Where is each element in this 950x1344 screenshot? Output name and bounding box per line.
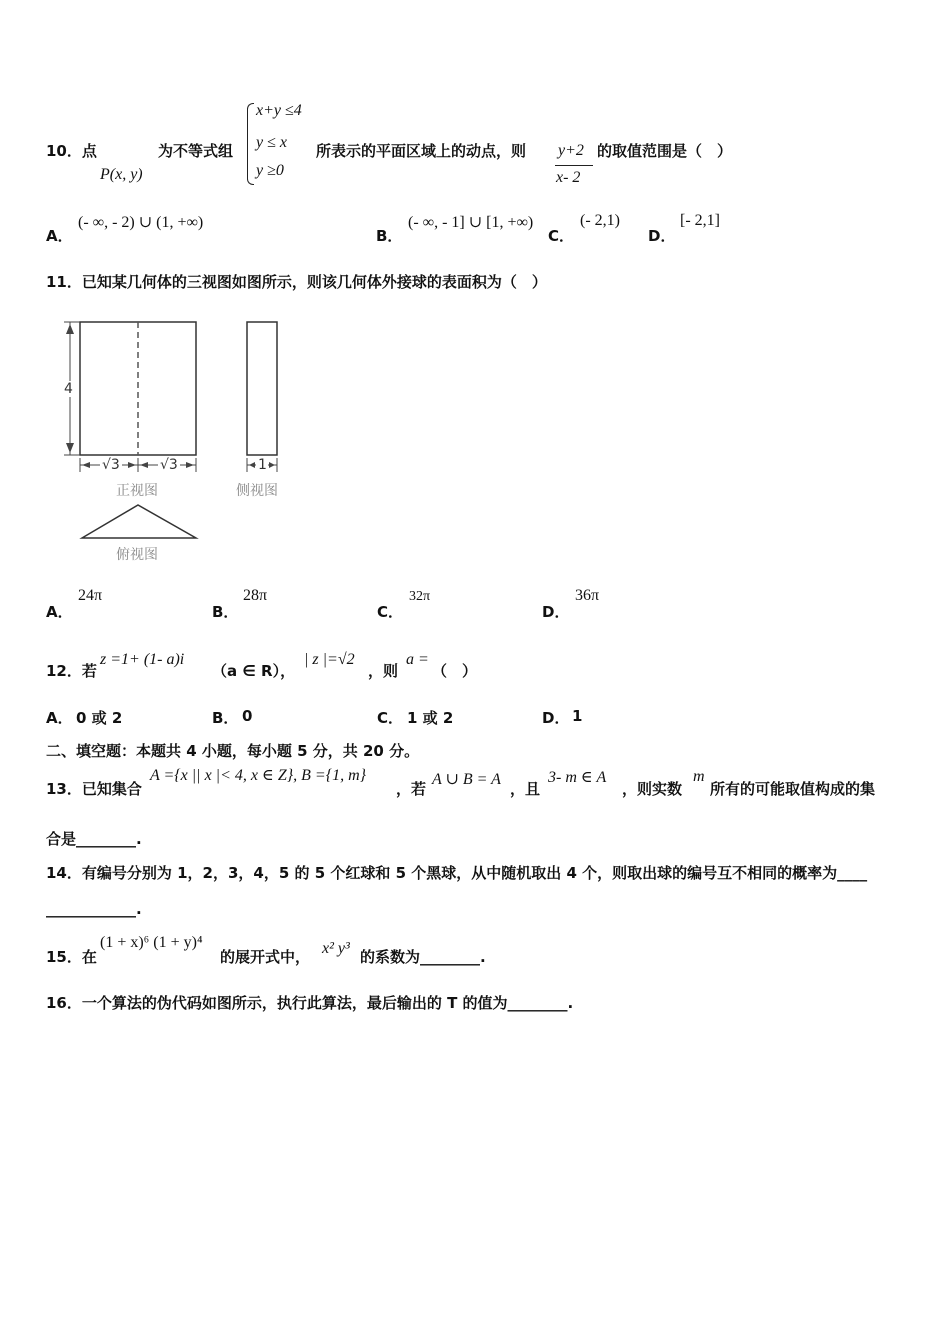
- q10-ineq-1: x+y ≤4: [256, 102, 302, 119]
- q11-option-b: 28π: [243, 587, 268, 604]
- q11-option-c: 32π: [409, 589, 431, 604]
- q12-option-b-label: B．: [212, 709, 239, 727]
- q11-option-c-label: C．: [377, 603, 404, 621]
- q12-option-b: 0: [242, 707, 253, 725]
- q10-option-a: (- ∞, - 2) ∪ (1, +∞): [78, 214, 204, 231]
- section-2-heading: 二、填空题：本题共 4 小题，每小题 5 分，共 20 分。: [46, 742, 420, 760]
- q10-option-b-label: B．: [376, 227, 403, 245]
- q10-option-b: (- ∞, - 1] ∪ [1, +∞): [408, 214, 534, 231]
- top-view-caption: 俯视图: [116, 547, 158, 563]
- q10-point: P(x, y): [100, 166, 143, 183]
- q12-abs-expression: | z |=√2: [304, 651, 355, 668]
- q10-frac-numerator: y+2: [558, 142, 584, 159]
- height-label: 4: [64, 381, 73, 397]
- q12-then-text: ，则: [368, 662, 399, 680]
- q13-tail: 所有的可能取值构成的集: [710, 780, 876, 798]
- q13-m-variable: m: [693, 768, 705, 785]
- q12-option-d-label: D．: [542, 709, 570, 727]
- q11-option-d-label: D．: [542, 603, 570, 621]
- q10-ineq-2: y ≤ x: [256, 134, 287, 151]
- q14-line-1: 14．有编号分别为 1，2，3，4，5 的 5 个红球和 5 个黑球，从中随机取出 4 个，则取出球的编号互不相同的概率为____: [46, 864, 868, 882]
- q12-option-a: 0 或 2: [76, 709, 123, 727]
- q11-option-a-label: A．: [46, 603, 73, 621]
- q11-option-d: 36π: [575, 587, 600, 604]
- q15-tail: 的系数为________.: [360, 948, 486, 966]
- q13-mid-3: ，则实数: [622, 780, 683, 798]
- q12-option-d: 1: [572, 707, 583, 725]
- q12-number: 12．若: [46, 662, 97, 680]
- q10-number: 10．点: [46, 142, 97, 160]
- q12-option-c-label: C．: [377, 709, 404, 727]
- q14-line-2: ____________.: [46, 900, 142, 918]
- width-left-label: √3: [102, 457, 120, 473]
- q12-option-c: 1 或 2: [407, 709, 454, 727]
- q10-option-c: (- 2,1): [580, 212, 620, 229]
- q12-option-a-label: A．: [46, 709, 73, 727]
- q10-after-text: 所表示的平面区域上的动点，则: [316, 142, 527, 160]
- q16-text: 16．一个算法的伪代码如图所示，执行此算法，最后输出的 T 的值为________.: [46, 994, 574, 1012]
- q15-number: 15．在: [46, 948, 97, 966]
- q13-set-expression: A ={x || x |< 4, x ∈ Z}, B ={1, m}: [150, 767, 367, 784]
- arrow-down-icon: [66, 443, 74, 453]
- q13-number: 13．已知集合: [46, 780, 142, 798]
- q13-mid-1: ，若: [396, 780, 427, 798]
- q13-line-2: 合是________.: [46, 830, 142, 848]
- q15-expression: (1 + x)⁶ (1 + y)⁴: [100, 934, 203, 951]
- q11-text: 11．已知某几何体的三视图如图所示，则该几何体外接球的表面积为（ ）: [46, 273, 547, 291]
- q10-option-c-label: C．: [548, 227, 575, 245]
- q13-union-expression: A ∪ B = A: [432, 771, 501, 788]
- q13-mid-2: ，且: [510, 780, 541, 798]
- arrow-up-icon: [66, 324, 74, 334]
- q10-option-a-label: A．: [46, 227, 73, 245]
- q15-mid: 的展开式中，: [220, 948, 311, 966]
- q12-condition: （a ∈ R），: [212, 662, 296, 680]
- q10-ineq-3: y ≥0: [256, 162, 284, 179]
- q11-option-a: 24π: [78, 587, 103, 604]
- top-view-triangle: [82, 505, 196, 538]
- q12-a-equals: a =: [406, 651, 429, 668]
- front-view-caption: 正视图: [116, 483, 158, 499]
- q10-option-d-label: D．: [648, 227, 676, 245]
- side-view-rect: [247, 322, 277, 455]
- q15-term: x² y³: [322, 940, 350, 957]
- q13-element-expression: 3- m ∈ A: [548, 769, 607, 786]
- q10-option-d: [- 2,1]: [680, 212, 720, 229]
- side-width-label: 1: [258, 457, 267, 473]
- q12-z-expression: z =1+ (1- a)i: [100, 651, 185, 668]
- q10-frac-denominator: x- 2: [556, 169, 581, 186]
- width-right-label: √3: [160, 457, 178, 473]
- q10-mid-text: 为不等式组: [158, 142, 234, 160]
- q10-tail-text: 的取值范围是（ ）: [597, 142, 733, 160]
- q11-option-b-label: B．: [212, 603, 239, 621]
- side-view-caption: 侧视图: [236, 483, 278, 499]
- q12-paren: （ ）: [432, 662, 478, 680]
